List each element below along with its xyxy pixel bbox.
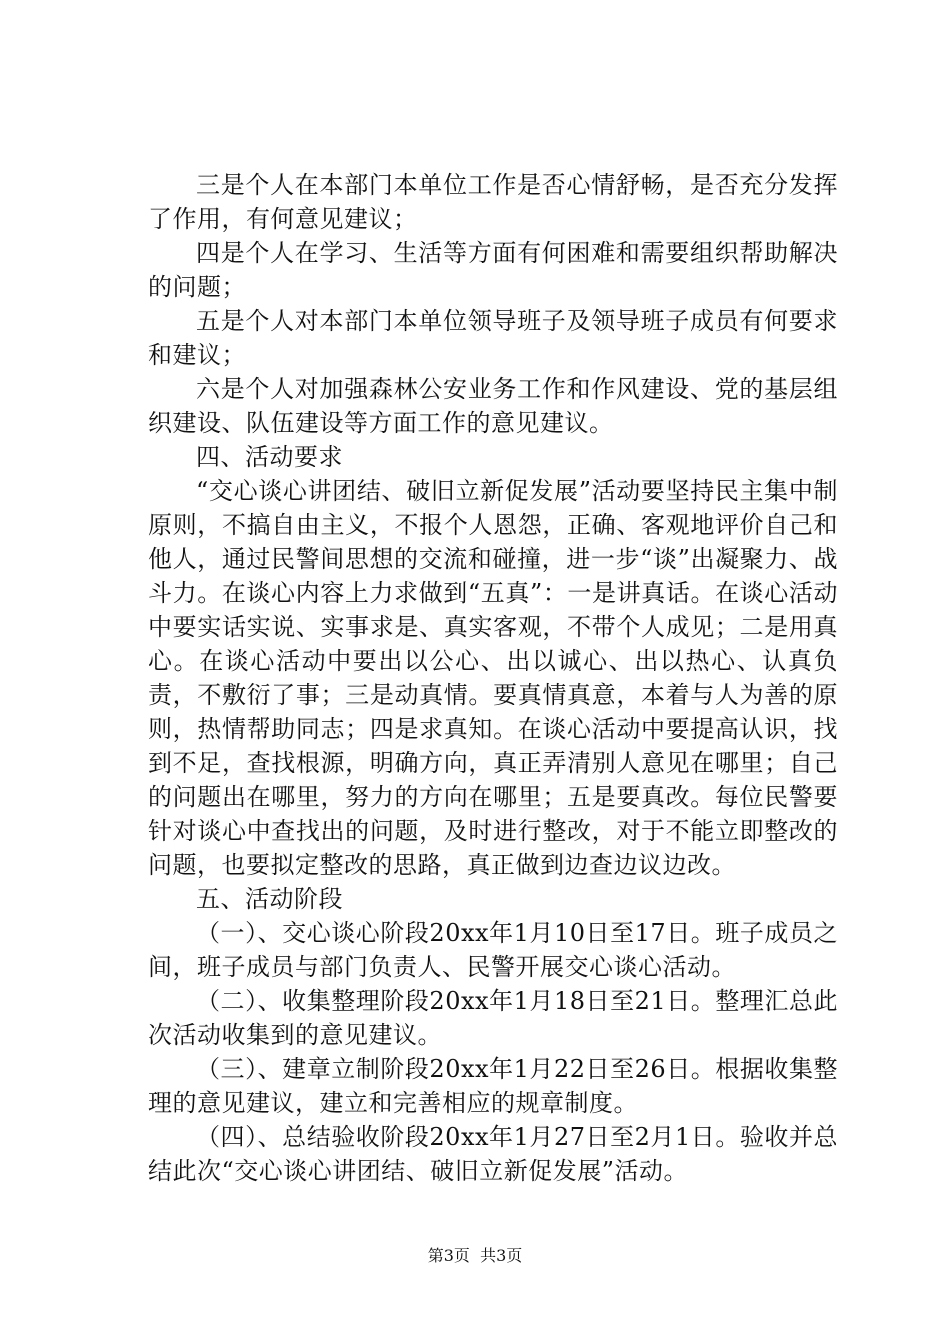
section-heading-requirements: 四、活动要求 (196, 443, 343, 471)
paragraph-stage-1: （一）、交心谈心阶段20xx年1月10日至17日。班子成员之间，班子成员与部门负责人、民警开展交心谈心活动。 (148, 919, 838, 981)
paragraph-stage-4: （四）、总结验收阶段20xx年1月27日至2月1日。验收并总结此次“交心谈心讲团结、破旧立新促发展”活动。 (148, 1123, 838, 1185)
paragraph-item-5: 五是个人对本部门本单位领导班子及领导班子成员有何要求和建议； (148, 307, 838, 369)
paragraph-item-4: 四是个人在学习、生活等方面有何困难和需要组织帮助解决的问题； (148, 239, 838, 301)
document-body (148, 168, 838, 1188)
paragraph-item-3: 三是个人在本部门本单位工作是否心情舒畅，是否充分发挥了作用，有何意见建议； (148, 171, 838, 233)
page-footer: 第3页 共3页 (427, 1246, 523, 1265)
paragraph-stage-2: （二）、收集整理阶段20xx年1月18日至21日。整理汇总此次活动收集到的意见建议。 (148, 987, 838, 1049)
paragraph-requirements: “交心谈心讲团结、破旧立新促发展”活动要坚持民主集中制原则，不搞自由主义，不报个人恩怨，正确、客观地评价自己和他人，通过民警间思想的交流和碰撞，进一步“谈”出凝聚力、战斗力。在谈心内容上力求做到“五真”：一是讲真话。在谈心活动中要实话实说、实事求是、真实客观，不带个人成见；二是用真心。在谈心活动中要出以公心、出以诚心、出以热心、认真负责，不敷衍了事；三是动真情。要真情真意，本着与人为善的原则，热情帮助同志；四是求真知。在谈心活动中要提高认识，找到不足，查找根源，明确方向，真正弄清别人意见在哪里；自己的问题出在哪里，努力的方向在哪里；五是要真改。每位民警要针对谈心中查找出的问题，及时进行整改，对于不能立即整改的问题，也要拟定整改的思路，真正做到边查边议边改。 (148, 477, 838, 879)
section-heading-stages: 五、活动阶段 (196, 885, 343, 913)
paragraph-item-6: 六是个人对加强森林公安业务工作和作风建设、党的基层组织建设、队伍建设等方面工作的意见建议。 (148, 375, 838, 437)
paragraph-stage-3: （三）、建章立制阶段20xx年1月22日至26日。根据收集整理的意见建议，建立和完善相应的规章制度。 (148, 1055, 838, 1117)
